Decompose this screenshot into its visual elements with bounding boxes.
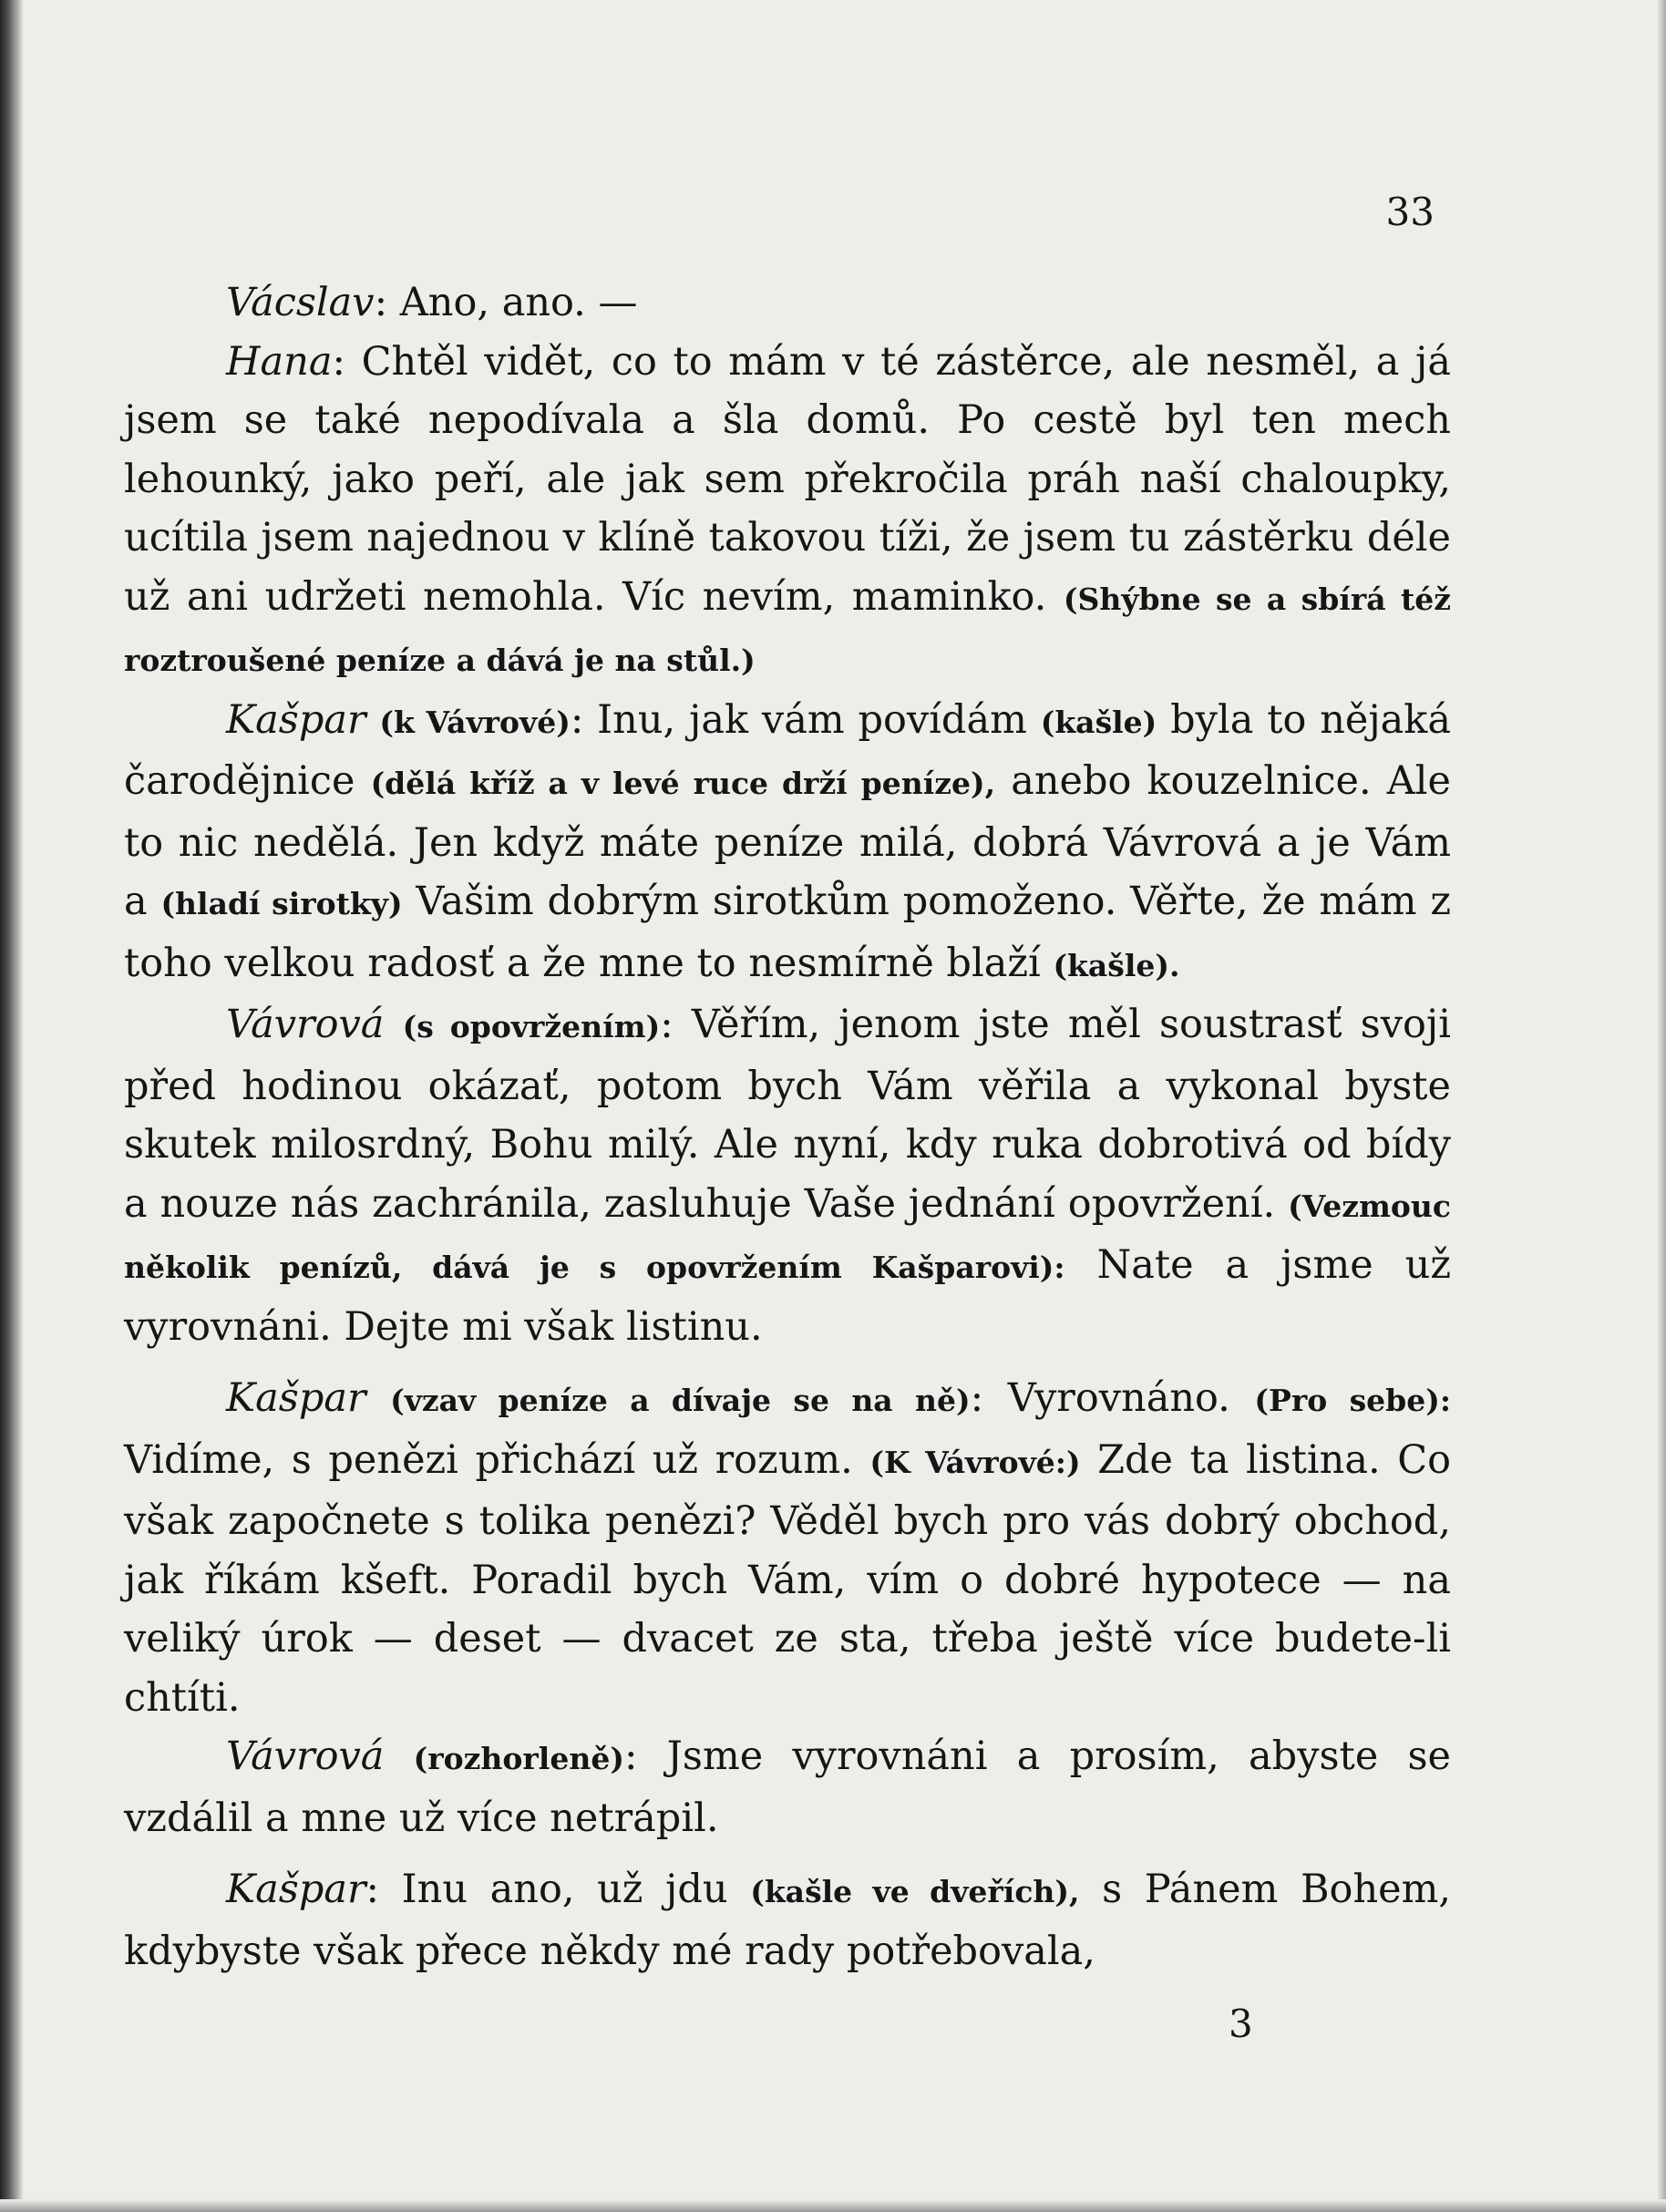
paragraph-vavrova-2: Vávrová (rozhorleně): Jsme vyrovnáni a prosím, abyste se vzdálil a mne už více netrápil. [124,1734,1452,1841]
speech-text: Nate a jsme už vyrovnáni. Dejte mi však listinu. [124,1242,1452,1350]
stage-direction: (s opovržením) [402,1009,661,1044]
speech-text: Ano, ano. — [399,280,638,325]
stage-direction: (Shýbne se a sbírá též roztroušené peníze a dává je na stůl.) [124,581,1452,678]
speech-text: Chtěl vidět, co to mám v té zástěrce, ale nesměl, a já jsem se také nepodívala a šla domů. Po cestě byl ten mech lehounký, jako peří, ale jak sem překročila práh naší chaloupky, ucítila jsem najednou v klíně takovou tíži, že jsem tu zástěrku déle už ani udržeti nemohla. Víc nevím, maminko. [124,338,1452,620]
speaker-name: Hana [226,338,333,385]
speech-text: Inu, jak vám povídám [597,696,1027,743]
speaker-name: Kašpar [226,696,366,743]
speaker-name: Kašpar [226,1867,366,1912]
paragraph-kaspar-1: Kašpar (k Vávrové): Inu, jak vám povídám (kašle) byla to nějaká čarodějnice (dělá kříž a v levé ruce drží peníze), anebo kouzelnice. Ale to nic nedělá. Jen když máte peníze milá, dobrá Vávrová a je Vám a (hladí sirotky) Vašim dobrým sirotkům pomoženo. Věřte, že mám z toho velkou radosť a že mne to nesmírně blaží (kašle). [124,696,1451,986]
dialogue-text [124,273,1451,1981]
speech-text: anebo kouzelnice. Ale to nic nedělá. Jen když máte peníze milá, dobrá Vávrová a je Vám a [124,758,1451,924]
page-right-edge [1657,0,1666,2212]
stage-direction: (vzav peníze a dívaje se na ně) [390,1383,971,1418]
speech-text: Věřím, jenom jste měl soustrasť svoji před hodinou okázať, potom bych Vám věřila a vykonal byste skutek milosrdný, Bohu milý. Ale nyní, kdy ruka dobrotivá od bídy a nouze nás zachránila, zasluhuje Vaše jednání opovržení. [124,1002,1452,1227]
stage-direction: (kašle) [1040,704,1157,740]
stage-direction: (K Vávrové:) [869,1444,1081,1480]
speech-text: Vyrovnáno. [1007,1375,1230,1421]
paragraph-hana: Hana: Chtěl vidět, co to mám v té zástěrce, ale nesměl, a já jsem se také nepodívala a šla domů. Po cestě byl ten mech lehounký, jako peří, ale jak sem překročila práh naší chaloupky, ucítila jsem najednou v klíně takovou tíži, že jsem tu zástěrku déle už ani udržeti nemohla. Víc nevím, maminko. (Shýbne se a sbírá též roztroušené peníze a dává je na stůl.) [124,338,1452,678]
signature-mark: 3 [1229,2001,1253,2046]
stage-direction: (kašle). [1053,947,1180,983]
page-left-edge-shadow [0,0,24,2212]
speech-text: Zde ta listina. Co však započnete s tolika penězi? Věděl bych pro vás dobrý obchod, jak říkám kšeft. Poradil bych Vám, vím o dobré hypotece — na veliký úrok — deset — dvacet ze sta, třeba ještě více budete-li chtíti. [124,1436,1451,1721]
stage-direction: (kašle ve dveřích), [750,1874,1080,1909]
stage-direction: (hladí sirotky) [160,886,403,921]
paragraph-kaspar-2: Kašpar (vzav peníze a dívaje se na ně): Vyrovnáno. (Pro sebe): Vidíme, s penězi přichází už rozum. (K Vávrové:) Zde ta listina. Co však započnete s tolika penězi? Věděl bych pro vás dobrý obchod, jak říkám kšeft. Poradil bych Vám, vím o dobré hypotece — na veliký úrok — deset — dvacet ze sta, třeba ještě více budete-li chtíti. [124,1375,1452,1721]
speech-text: Jsme vyrovnáni a prosím, abyste se vzdálil a mne už více netrápil. [124,1734,1452,1841]
stage-direction: (Vezmouc několik penízů, dává je s opovržením Kašparovi): [124,1188,1452,1285]
speech-text: byla to nějaká čarodějnice [124,696,1451,804]
speech-text: Vašim dobrým sirotkům pomoženo. Věřte, že mám z toho velkou radosť a že mne to nesmírně blaží [124,879,1451,986]
stage-direction: (rozhorleně) [413,1741,624,1776]
page-number: 33 [1385,190,1435,234]
speaker-name: Vácslav [226,280,375,325]
paragraph-vacslav: Vácslav: Ano, ano. — [226,280,638,325]
speaker-name: Vávrová [226,1002,385,1047]
speech-text: Vidíme, s penězi přichází už rozum. [124,1436,853,1483]
page-bottom-edge [0,2199,1666,2212]
paragraph-kaspar-3: Kašpar: Inu ano, už jdu (kašle ve dveřích), s Pánem Bohem, kdybyste však přece někdy mé rady potřebovala, [124,1867,1452,1974]
stage-direction: (Pro sebe): [1254,1383,1452,1418]
stage-direction: (k Vávrové) [379,704,571,740]
speech-text: s Pánem Bohem, kdybyste však přece někdy mé rady potřebovala, [124,1867,1452,1974]
speaker-name: Vávrová [226,1734,385,1779]
speaker-name: Kašpar [226,1375,366,1421]
paragraph-vavrova-1: Vávrová (s opovržením): Věřím, jenom jste měl soustrasť svoji před hodinou okázať, potom bych Vám věřila a vykonal byste skutek milosrdný, Bohu milý. Ale nyní, kdy ruka dobrotivá od bídy a nouze nás zachránila, zasluhuje Vaše jednání opovržení. (Vezmouc několik penízů, dává je s opovržením Kašparovi): Nate a jsme už vyrovnáni. Dejte mi však listinu. [124,1002,1452,1350]
stage-direction: (dělá kříž a v levé ruce drží peníze), [370,766,996,801]
speech-text: Inu ano, už jdu [401,1867,728,1912]
